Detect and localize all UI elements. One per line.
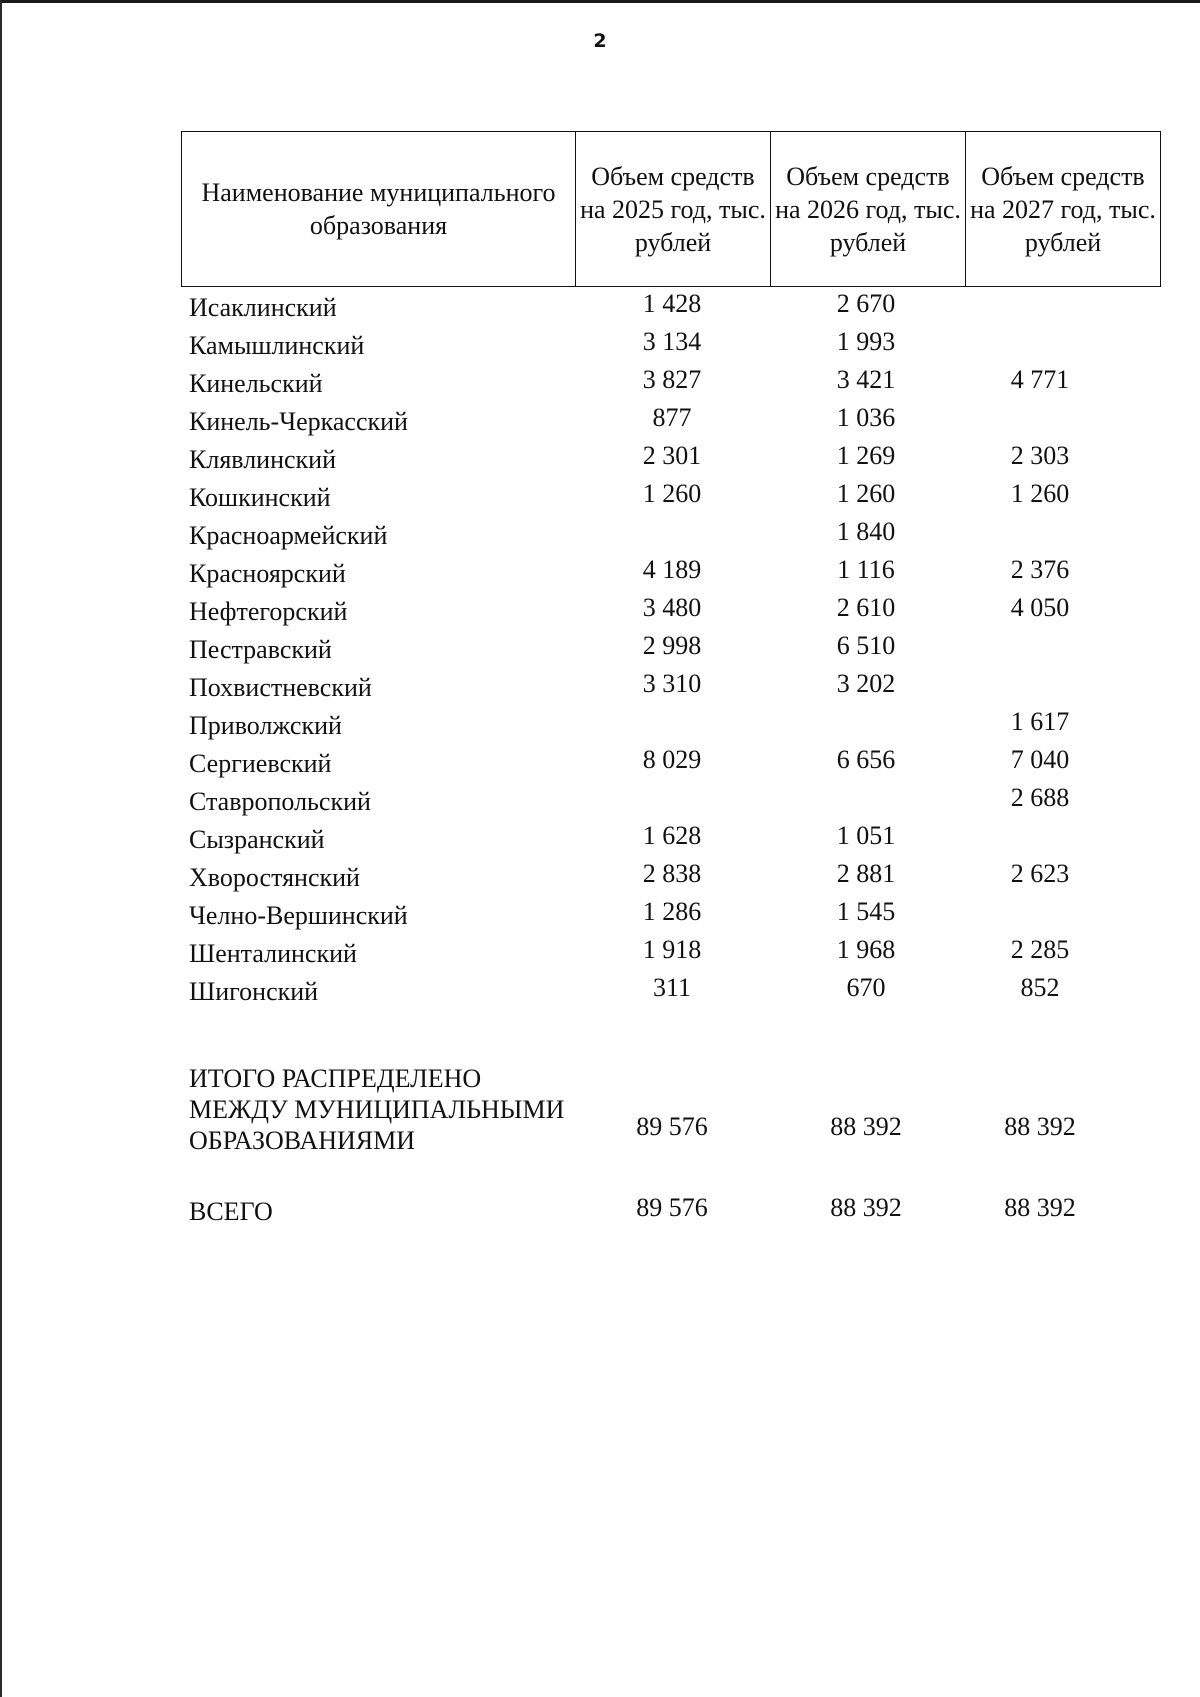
municipality-name: Кошкинский	[189, 483, 331, 512]
header-2026-label: Объем средств на 2026 год, тыс. рублей	[775, 161, 961, 257]
municipality-name: Нефтегорский	[189, 597, 348, 626]
table-row	[0, 897, 1200, 935]
municipality-name: Красноармейский	[189, 521, 388, 550]
table-row	[0, 745, 1200, 783]
value-2026: 6 510	[836, 631, 896, 660]
value-2026: 1 051	[836, 821, 896, 850]
value-2025: 3 134	[642, 327, 702, 356]
table-row	[0, 403, 1200, 441]
table-row	[0, 289, 1200, 327]
grand-total-label: ВСЕГО	[189, 1197, 273, 1226]
header-2025-label: Объем средств на 2025 год, тыс. рублей	[580, 161, 766, 257]
table-row	[0, 935, 1200, 973]
value-2025: 1 286	[642, 897, 702, 926]
table-row	[0, 555, 1200, 593]
value-2025: 877	[652, 403, 692, 432]
table-row	[0, 441, 1200, 479]
page-top-border	[0, 0, 1200, 3]
value-2025: 3 827	[642, 365, 702, 394]
value-2026: 3 421	[836, 365, 896, 394]
table-row	[0, 517, 1200, 555]
header-2025-cell	[576, 132, 771, 287]
value-2025: 3 310	[642, 669, 702, 698]
municipality-name: Шенталинский	[189, 939, 357, 968]
municipality-name: Исаклинский	[189, 293, 337, 322]
grand-total-row	[0, 1194, 1200, 1230]
table-body	[0, 289, 1200, 1011]
value-2026: 1 269	[836, 441, 896, 470]
value-2026: 1 260	[836, 479, 896, 508]
value-2026: 1 116	[837, 555, 895, 584]
value-2026: 670	[846, 973, 886, 1002]
value-2027: 1 617	[1010, 707, 1070, 736]
table-row	[0, 859, 1200, 897]
municipality-name: Сызранский	[189, 825, 325, 854]
municipality-name: Сергиевский	[189, 749, 332, 778]
value-2026: 1 840	[836, 517, 896, 546]
table-header	[181, 131, 1161, 287]
header-name-label: Наименование муниципального образования	[201, 178, 556, 240]
value-2026: 2 881	[836, 859, 896, 888]
municipality-name: Хворостянский	[189, 863, 360, 892]
value-2026: 2 610	[836, 593, 896, 622]
value-2025: 4 189	[642, 555, 702, 584]
value-2025: 2 301	[642, 441, 702, 470]
value-2026: 1 036	[836, 403, 896, 432]
value-2025: 1 428	[642, 289, 702, 318]
table-row	[0, 365, 1200, 403]
total-distributed-2025: 89 576	[636, 1112, 708, 1141]
total-distributed-2026: 88 392	[830, 1112, 902, 1141]
value-2027: 852	[1020, 973, 1060, 1002]
value-2027: 2 303	[1010, 441, 1070, 470]
value-2027: 4 050	[1010, 593, 1070, 622]
total-distributed-row	[0, 1063, 1200, 1193]
value-2027: 2 623	[1010, 859, 1070, 888]
value-2027: 7 040	[1010, 745, 1070, 774]
value-2025: 2 838	[642, 859, 702, 888]
municipality-name: Челно-Вершинский	[189, 901, 408, 930]
value-2026: 3 202	[836, 669, 896, 698]
municipality-name: Красноярский	[189, 559, 346, 588]
value-2027: 2 285	[1010, 935, 1070, 964]
value-2025: 1 628	[642, 821, 702, 850]
value-2026: 2 670	[836, 289, 896, 318]
total-distributed-2027: 88 392	[1004, 1112, 1076, 1141]
municipality-name: Клявлинский	[189, 445, 337, 474]
page-number: 2	[593, 30, 607, 52]
municipality-name: Приволжский	[189, 711, 342, 740]
value-2025: 1 918	[642, 935, 702, 964]
grand-total-2027: 88 392	[1004, 1193, 1076, 1222]
municipality-name: Пестравский	[189, 635, 332, 664]
value-2027: 2 688	[1010, 783, 1070, 812]
value-2026: 1 968	[836, 935, 896, 964]
table-row	[0, 327, 1200, 365]
table-row	[0, 821, 1200, 859]
table-row	[0, 707, 1200, 745]
municipality-name: Ставропольский	[189, 787, 371, 816]
value-2025: 1 260	[642, 479, 702, 508]
value-2026: 6 656	[836, 745, 896, 774]
value-2027: 1 260	[1010, 479, 1070, 508]
municipality-name: Кинель-Черкасский	[189, 407, 408, 436]
header-2027-label: Объем средств на 2027 год, тыс. рублей	[970, 161, 1156, 257]
municipality-name: Похвистневский	[189, 673, 372, 702]
value-2026: 1 545	[836, 897, 896, 926]
value-2027: 2 376	[1010, 555, 1070, 584]
value-2027: 4 771	[1010, 365, 1070, 394]
header-name-cell	[182, 132, 576, 287]
grand-total-2025: 89 576	[636, 1193, 708, 1222]
municipality-name: Кинельский	[189, 369, 323, 398]
header-2027-cell	[966, 132, 1161, 287]
table-row	[0, 973, 1200, 1011]
table-row	[0, 783, 1200, 821]
table-row	[0, 669, 1200, 707]
value-2025: 311	[652, 973, 692, 1002]
value-2026: 1 993	[836, 327, 896, 356]
total-distributed-label: ИТОГО РАСПРЕДЕЛЕНО МЕЖДУ МУНИЦИПАЛЬНЫМИ ОБРАЗОВАНИЯМИ	[189, 1064, 565, 1155]
value-2025: 3 480	[642, 593, 702, 622]
value-2025: 2 998	[642, 631, 702, 660]
table-row	[0, 593, 1200, 631]
header-2026-cell	[771, 132, 966, 287]
municipality-name: Шигонский	[189, 977, 319, 1006]
table-row	[0, 631, 1200, 669]
municipality-name: Камышлинский	[189, 331, 365, 360]
table-row	[0, 479, 1200, 517]
value-2025: 8 029	[642, 745, 702, 774]
grand-total-2026: 88 392	[830, 1193, 902, 1222]
